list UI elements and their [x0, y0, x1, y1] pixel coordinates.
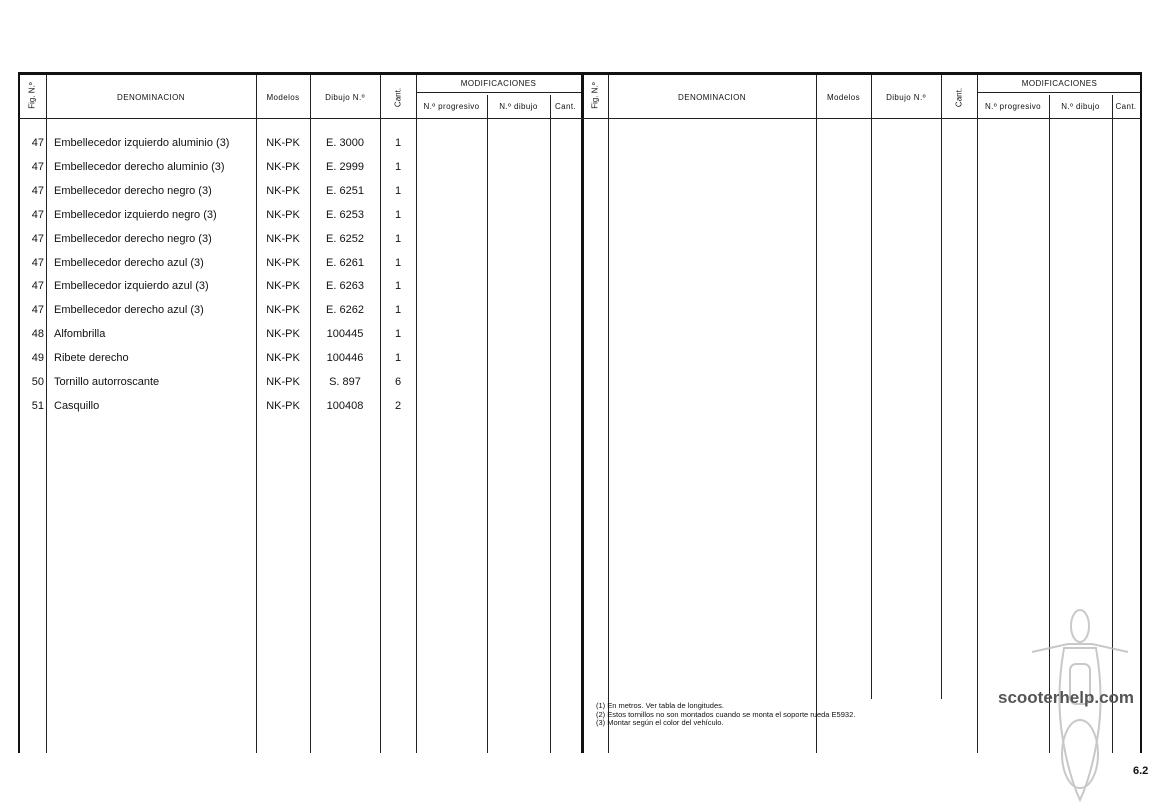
table-row — [18, 352, 583, 376]
header-fig: Fig. N.º — [27, 82, 37, 109]
row-model: NK-PK — [266, 376, 300, 388]
row-name: Tornillo autorroscante — [54, 376, 160, 388]
header-cant-right: Cant. — [954, 87, 964, 108]
row-qty: 1 — [394, 184, 402, 197]
header-progresivo: N.º progresivo — [423, 102, 480, 111]
row-qty: 1 — [394, 256, 402, 269]
row-fig: 47 — [31, 232, 44, 245]
row-model: NK-PK — [266, 232, 300, 245]
header-mod-cant: Cant. — [554, 102, 577, 111]
row-drawing: E. 6253 — [326, 208, 364, 221]
page-number: 6.2 — [1133, 765, 1149, 777]
row-qty: 1 — [394, 137, 402, 149]
row-fig: 47 — [31, 160, 44, 173]
header-modificaciones: MODIFICACIONES — [460, 79, 537, 88]
table-row — [18, 209, 583, 233]
header-n-dibujo: N.º dibujo — [499, 102, 538, 111]
header-progresivo-right: N.º progresivo — [984, 102, 1042, 111]
row-qty: 1 — [394, 232, 402, 245]
row-qty: 1 — [394, 304, 402, 317]
table-row — [18, 328, 583, 352]
row-name: Embellecedor derecho negro (3) — [54, 232, 212, 245]
row-fig: 50 — [31, 376, 44, 388]
row-model: NK-PK — [266, 208, 300, 221]
row-fig: 49 — [31, 352, 44, 365]
header-modificaciones-right: MODIFICACIONES — [1021, 79, 1098, 88]
row-name: Ribete derecho — [54, 352, 129, 365]
row-model: NK-PK — [266, 280, 300, 293]
row-name: Embellecedor izquierdo azul (3) — [54, 280, 209, 293]
row-fig: 47 — [31, 304, 44, 317]
row-name: Alfombrilla — [54, 328, 106, 341]
row-name: Embellecedor derecho negro (3) — [54, 184, 212, 197]
table-row — [18, 233, 583, 257]
row-model: NK-PK — [266, 184, 300, 197]
row-fig: 47 — [31, 256, 44, 269]
header-dibujo: Dibujo N.º — [325, 93, 365, 102]
table-row — [18, 376, 583, 400]
row-drawing: E. 2999 — [326, 160, 364, 173]
header-denominacion-right: DENOMINACION — [678, 93, 746, 102]
row-model: NK-PK — [266, 256, 300, 269]
row-model: NK-PK — [266, 399, 300, 412]
row-model: NK-PK — [266, 137, 300, 149]
row-fig: 47 — [31, 137, 44, 149]
row-qty: 6 — [394, 376, 402, 388]
row-drawing: 100408 — [326, 399, 364, 412]
row-drawing: E. 6263 — [326, 280, 364, 293]
row-qty: 1 — [394, 352, 402, 365]
header-fig-right: Fig. N.º — [590, 82, 600, 109]
row-drawing: 100445 — [326, 328, 364, 341]
row-drawing: E. 6252 — [326, 232, 364, 245]
row-qty: 2 — [394, 399, 402, 412]
row-qty: 1 — [394, 328, 402, 341]
header-cant: Cant. — [393, 87, 403, 108]
row-drawing: 100446 — [326, 352, 364, 365]
row-drawing: E. 3000 — [326, 137, 364, 149]
row-fig: 47 — [31, 208, 44, 221]
brand-watermark: scooterhelp.com — [998, 688, 1135, 707]
row-name: Casquillo — [54, 399, 100, 412]
parts-table-left — [18, 72, 583, 753]
row-qty: 1 — [394, 208, 402, 221]
header-n-dibujo-right: N.º dibujo — [1061, 102, 1100, 111]
row-model: NK-PK — [266, 304, 300, 317]
row-fig: 47 — [31, 280, 44, 293]
footnote-1: (1) En metros. Ver tabla de longitudes. — [596, 701, 724, 710]
table-row — [18, 400, 583, 424]
row-drawing: E. 6251 — [326, 184, 364, 197]
row-qty: 1 — [394, 160, 402, 173]
row-drawing: S. 897 — [329, 376, 361, 388]
header-denominacion: DENOMINACION — [117, 93, 185, 102]
header-modelos: Modelos — [266, 93, 300, 102]
row-fig: 47 — [31, 184, 44, 197]
table-row — [18, 280, 583, 304]
footnote-2: (2) Estos tornillos no son montados cuando se monta el soporte rueda E5932. — [596, 709, 856, 719]
row-name: Embellecedor izquierdo negro (3) — [54, 208, 217, 221]
table-row — [18, 161, 583, 185]
table-row — [18, 185, 583, 209]
header-mod-cant-right: Cant. — [1115, 102, 1137, 111]
table-row — [18, 257, 583, 281]
header-dibujo-right: Dibujo N.º — [886, 93, 926, 102]
row-model: NK-PK — [266, 328, 300, 341]
table-row — [18, 304, 583, 328]
row-model: NK-PK — [266, 352, 300, 365]
row-model: NK-PK — [266, 160, 300, 173]
header-modelos-right: Modelos — [826, 93, 861, 102]
row-name: Embellecedor derecho azul (3) — [54, 256, 204, 269]
table-row — [18, 137, 583, 161]
row-qty: 1 — [394, 280, 402, 293]
row-drawing: E. 6262 — [326, 304, 364, 317]
row-name: Embellecedor izquierdo aluminio (3) — [54, 137, 230, 149]
row-name: Embellecedor derecho aluminio (3) — [54, 160, 225, 173]
row-fig: 51 — [31, 399, 44, 412]
footnotes — [596, 702, 855, 728]
row-drawing: E. 6261 — [326, 256, 364, 269]
row-name: Embellecedor derecho azul (3) — [54, 304, 204, 317]
row-fig: 48 — [31, 328, 44, 341]
footnote-3: (3) Montar según el color del vehículo. — [596, 718, 724, 727]
